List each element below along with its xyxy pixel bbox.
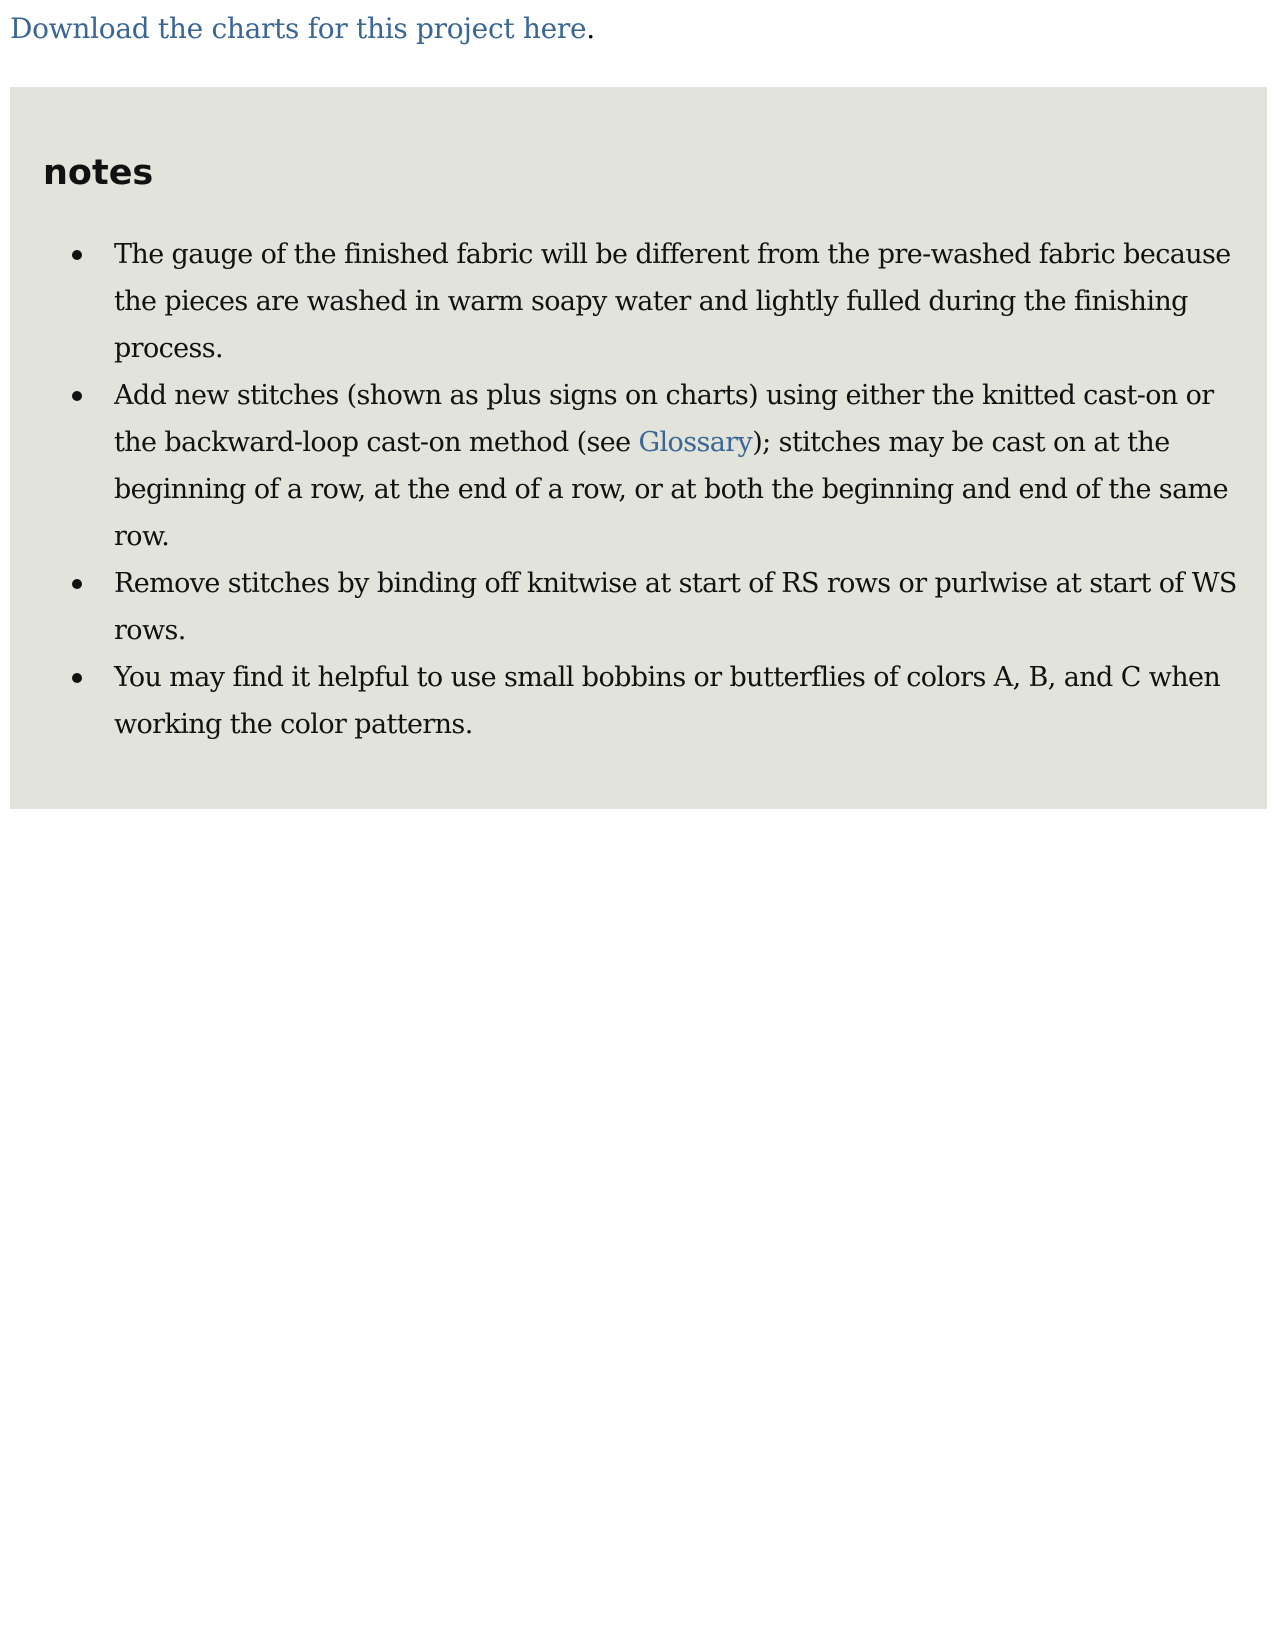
bullet-icon: [72, 673, 82, 683]
bullet-icon: [72, 250, 82, 260]
list-item: [72, 231, 1252, 372]
note-text: You may find it helpful to use small bobbins or butterflies of colors A, B, and C when working the color patterns.: [114, 662, 1221, 740]
note-text-after: ); stitches may be cast on at the beginning of a row, at the end of a row, or at both the beginning and end of the same row.: [114, 427, 1228, 552]
notes-box: [10, 87, 1267, 809]
note-text: The gauge of the finished fabric will be different from the pre-washed fabric because the pieces are washed in warm soapy water and lightly fulled during the finishing process.: [114, 239, 1231, 364]
list-item: [72, 560, 1252, 654]
bullet-icon: [72, 579, 82, 589]
list-item: [72, 654, 1252, 748]
download-period: .: [586, 12, 595, 45]
note-text: Remove stitches by binding off knitwise at start of RS rows or purlwise at start of WS rows.: [114, 568, 1237, 646]
list-item: [72, 372, 1252, 560]
notes-title: notes: [43, 153, 154, 193]
glossary-link[interactable]: Glossary: [638, 427, 753, 458]
download-charts-line: [10, 12, 595, 45]
note-text-before: Add new stitches (shown as plus signs on charts) using either the knitted cast-on or the backward-loop cast-on method (see: [114, 380, 1214, 458]
notes-list: [72, 231, 1252, 748]
download-charts-link[interactable]: Download the charts for this project here: [10, 12, 587, 45]
bullet-icon: [72, 391, 82, 401]
